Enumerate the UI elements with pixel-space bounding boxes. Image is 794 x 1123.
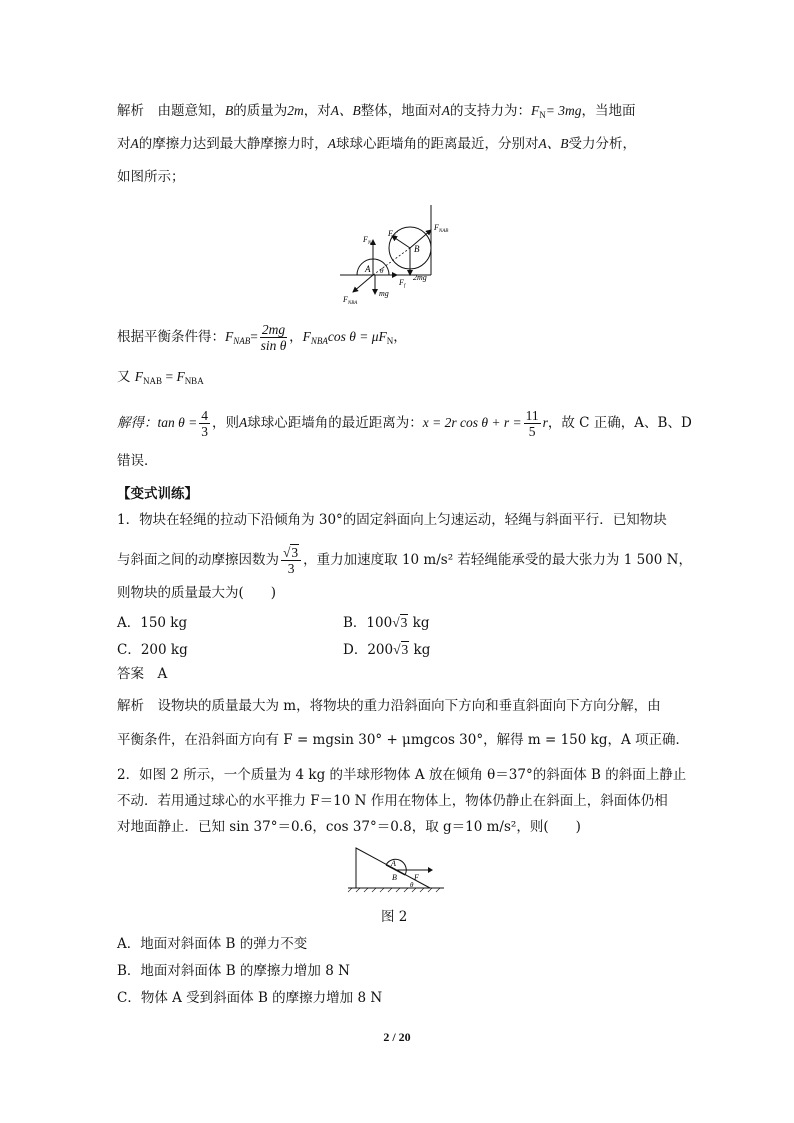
q1-analysis-2: 平衡条件，在沿斜面方向有 F = mgsin 30° + μmgcos 30°，解得 m = 150 kg，A 项正确．: [117, 732, 690, 748]
equation-solution: [117, 408, 692, 439]
text: 根据平衡条件得：: [117, 329, 225, 345]
svg-text:FN': $F_N'$: [388, 229, 398, 240]
text: ，当地面: [581, 103, 636, 119]
q2-line-3: 对地面静止．已知 sin 37°＝0.6，cos 37°＝0.8，取 g＝10 m/s²，则( ): [117, 819, 581, 835]
q1-analysis-1: 解析 设物块的质量最大为 m，将物块的重力沿斜面向下方向和垂直斜面向下方向分解，由: [117, 698, 661, 714]
var-b: B: [225, 103, 234, 118]
analysis-line-1: [117, 102, 635, 124]
q1-option-c[interactable]: C．200 kg: [117, 642, 188, 658]
analysis-line-2: [117, 135, 636, 153]
fraction: [281, 545, 301, 576]
text: kg: [409, 642, 431, 658]
var-f: F: [225, 329, 234, 344]
var-ab: A、B: [538, 136, 569, 151]
sqrt: √3: [393, 642, 409, 657]
text: B．100: [343, 615, 393, 631]
page-number: 2 / 20: [383, 1030, 411, 1044]
var-a: A: [130, 136, 139, 151]
fraction: [524, 408, 541, 439]
numerator: 2mg: [261, 322, 286, 337]
equals: =: [162, 369, 177, 384]
formula: cos θ = μF: [327, 329, 387, 344]
radicand: 3: [291, 545, 299, 560]
formula: = 3mg: [545, 103, 582, 118]
text: ，: [289, 329, 303, 345]
q1-option-d[interactable]: [343, 638, 430, 658]
denominator: 3: [201, 424, 208, 439]
var-f: F: [134, 369, 144, 384]
q1-line-3: 则物块的质量最大为( ): [117, 585, 277, 601]
var-a: A: [327, 136, 336, 151]
svg-text:2mg: 2mg: [413, 273, 427, 282]
incline-diagram: [348, 846, 444, 894]
text: ，故 C 正确，A、B、D: [547, 415, 692, 431]
analysis-line-3: 如图所示；: [117, 169, 185, 185]
radicand: 3: [400, 615, 408, 630]
equation-equal-forces: [117, 368, 204, 390]
text: 的摩擦力达到最大静摩擦力时，: [138, 136, 328, 152]
svg-text:FNBA: $F_{NBA}$: [343, 295, 358, 306]
subscript: NAB: [143, 376, 163, 386]
q2-line-1: 2．如图 2 所示，一个质量为 4 kg 的半球形物体 A 放在倾角 θ＝37°的斜面体 B 的斜面上静止: [117, 767, 687, 783]
text: ，对: [303, 103, 331, 119]
analysis-label: 解析 由题意知，: [117, 103, 225, 119]
numerator: 11: [525, 408, 539, 423]
fraction: [260, 322, 287, 353]
var-f: F: [531, 103, 540, 118]
svg-text:mg: mg: [379, 289, 389, 298]
force-diagram: [335, 200, 449, 310]
equals: =: [250, 329, 258, 344]
svg-text:F: F: [414, 873, 419, 882]
var-2m: 2m: [287, 103, 304, 118]
text: D．200: [343, 642, 394, 658]
svg-text:B: B: [414, 244, 420, 254]
svg-text:Ff: $F_f$: [399, 278, 406, 289]
denominator: sin θ: [260, 338, 287, 353]
subscript: NBA: [184, 376, 204, 386]
text: 球球心距墙角的最近距离为：: [247, 415, 423, 431]
q2-option-a[interactable]: A．地面对斜面体 B 的弹力不变: [117, 936, 308, 952]
text: 的质量为: [233, 103, 288, 119]
section-heading: 【变式训练】: [117, 486, 198, 502]
analysis-line-wrong: 错误．: [117, 453, 158, 469]
text: 整体，地面对: [360, 103, 442, 119]
formula: 解得：tan θ =: [117, 415, 198, 430]
var-f: F: [302, 329, 311, 344]
text: 与斜面之间的动摩擦因数为: [117, 552, 279, 568]
var-a: A: [441, 103, 450, 118]
denominator: 3: [287, 561, 295, 576]
subscript: N: [386, 336, 394, 346]
svg-text:A: A: [391, 859, 396, 868]
equation-balance: [117, 322, 407, 353]
var-ab: A、B: [330, 103, 361, 118]
subscript: NBA: [310, 336, 328, 346]
var-a: A: [239, 415, 248, 430]
var-r: r: [542, 415, 548, 430]
svg-text:FNAB: $F_{NAB}$: [434, 223, 449, 234]
q1-line-1: 1．物块在轻绳的拉动下沿倾角为 30°的固定斜面向上匀速运动，轻绳与斜面平行．已知物块: [117, 512, 667, 528]
subscript: N: [539, 110, 546, 120]
numerator: √3: [281, 545, 301, 561]
text: 受力分析，: [568, 136, 636, 152]
q1-option-b[interactable]: [343, 611, 430, 631]
text: kg: [408, 615, 430, 631]
q1-option-a[interactable]: A．150 kg: [117, 615, 188, 631]
q1-line-2: [117, 545, 692, 576]
fraction: [199, 408, 210, 439]
subscript: NAB: [233, 336, 251, 346]
text: 又: [117, 369, 131, 385]
svg-text:B: B: [392, 873, 397, 882]
q1-answer: 答案 A: [117, 666, 168, 682]
q2-option-b[interactable]: B．地面对斜面体 B 的摩擦力增加 8 N: [117, 963, 350, 979]
text: 球球心距墙角的距离最近，分别对: [336, 136, 539, 152]
text: 对: [117, 136, 131, 152]
radicand: 3: [401, 642, 409, 657]
q2-line-2: 不动．若用通过球心的水平推力 F＝10 N 作用在物体上，物体仍静止在斜面上，斜面体仍相: [117, 793, 668, 809]
svg-text:A: A: [365, 264, 371, 274]
numerator: 4: [201, 408, 208, 423]
denominator: 5: [528, 424, 536, 439]
text: ，则: [212, 415, 239, 431]
var-f: F: [176, 369, 185, 384]
svg-text:θ: θ: [380, 267, 384, 275]
q2-option-c[interactable]: C．物体 A 受到斜面体 B 的摩擦力增加 8 N: [117, 990, 383, 1006]
text: ，重力加速度取 10 m/s² 若轻绳能承受的最大张力为 1 500 N，: [303, 552, 692, 568]
svg-text:FN: $F_N$: [363, 235, 372, 246]
text: ，: [393, 329, 407, 345]
sqrt: √3: [392, 615, 408, 630]
formula: x = 2r cos θ + r =: [422, 415, 522, 430]
figure-caption: 图 2: [381, 909, 408, 925]
svg-text:θ: θ: [410, 881, 414, 889]
text: 的支持力为：: [450, 103, 531, 119]
